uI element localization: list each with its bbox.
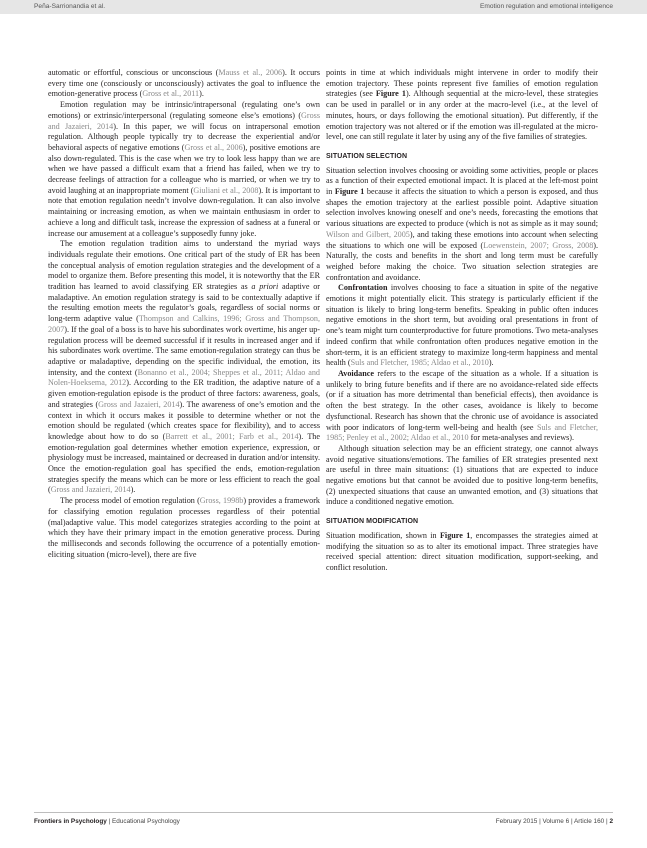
figure-link[interactable]: Figure 1 (375, 89, 406, 99)
citation-link[interactable]: Gross and Jazaieri, 2014 (50, 485, 131, 495)
citation-link[interactable]: Gross, 1998b (199, 496, 244, 506)
page-number: 2 (609, 818, 613, 825)
footer-info: February 2015 | Volume 6 | Article 160 | 2 (495, 818, 613, 825)
figure-link[interactable]: Figure 1 (439, 530, 471, 540)
paragraph: The process model of emotion regulation (Gross, 1998b) provides a framework for classifying emotion regulation processes regardless of their potential (mal)adaptive value. This model categorizes strategies according to the point at which they have their primary impact in the emotion generative process. During the milliseconds and seconds following the occurrence of a potentially emotion-eliciting situation (micro-level), there are five (48, 496, 320, 559)
citation-link[interactable]: Suls and Fletcher, 1985; Aldao et al., 2010 (350, 358, 489, 368)
citation-link[interactable]: Loewenstein, 2007; Gross, 2008 (483, 240, 594, 250)
page-footer (34, 812, 613, 825)
paragraph: Emotion regulation may be intrinsic/intrapersonal (regulating one’s own emotions) or extrinsic/interpersonal (regulating someone else’s emotions) (Gross and Jazaieri, 2014). In this paper, we will focus on intrapersonal emotion regulation. Although people typically try to decrease the experiential and/or behavioral aspects of negative emotions (Gross et al., 2006), positive emotions are also down-regulated. This is the case when we try to look less happy than we are when we have passed a difficult exam that a friend has failed, when we try to decrease feelings of attraction for a colleague who is married, or when we try to avoid laughing at an inappropriate moment (Giuliani et al., 2008). It is important to note that emotion regulation needn’t involve down-regulation. It can also involve maintaining or increasing emotion, as when we maintain enthusiasm in order to achieve a long and difficult task, increase the expression of sadness at a funeral or increase our amusement at a colleague’s supposedly funny joke. (48, 100, 321, 238)
citation-link[interactable]: Gross et al., 2006 (184, 142, 243, 152)
footer-journal: Frontiers in Psychology | Educational Psychology (34, 818, 180, 825)
citation-link[interactable]: Mauss et al., 2006 (218, 68, 283, 77)
citation-link[interactable]: Giuliani et al., 2008 (193, 185, 259, 195)
running-header (0, 0, 647, 14)
section-heading: SITUATION MODIFICATION (326, 518, 419, 526)
paragraph: Situation modification, shown in Figure 1, encompasses the strategies aimed at modifying the situation so as to alter its emotional impact. Three strategies have received special attention: direct situation modification, support-seeking, and conflict resolution. (326, 530, 598, 572)
left-column (48, 68, 320, 560)
citation-link[interactable]: Wilson and Gilbert, 2005 (326, 229, 410, 239)
term: Avoidance (338, 368, 374, 378)
right-column (326, 68, 598, 574)
paragraph: automatic or effortful, conscious or unconscious (Mauss et al., 2006). It occurs every time one (consciously or unconsciously) activates the goal to influence the emotion-generative process (Gross et al., 2011). (48, 68, 321, 99)
paragraph: The emotion regulation tradition aims to understand the myriad ways individuals regulate their emotions. One critical part of the study of ER has been the conceptual analysis of emotion regulation strategies and the development of a model to organize them. Before presenting this model, it is noteworthy that the ER tradition has learned to avoid classifying ER strategies as a priori adaptive or maladaptive. An emotion regulation strategy is said to be contextually adaptive if the resulting emotion meets the regulator’s goals, regardless of social norms or long-term adaptive value (Thompson and Calkins, 1996; Gross and Thompson, 2007). If the goal of a boss is to have his subordinates work overtime, his anger up-regulation process will be deemed successful if it results in increased anger and if his subordinates work overtime. The same emotion-regulation strategy can thus be adaptive or maladaptive, depending on the specific individual, the emotion, its intensity, and the context (Bonanno et al., 2004; Sheppes et al., 2011; Aldao and Nolen-Hoeksema, 2012). According to the ER tradition, the adaptive nature of a given emotion-regulation episode is the product of three factors: awareness, goals, and strategies (Gross and Jazaieri, 2014). The awareness of one’s emotion and the context in which it occurs makes it possible to determine whether or not the emotion should be regulated (which creates space for flexibility), and to access knowledge about how to do so (Barrett et al., 2001; Farb et al., 2014). The emotion-regulation goal determines whether emotion experience, expression, or physiology must be increased, maintained or decreased in duration and/or intensity. Once the emotion-regulation goal has specified the ends, emotion-regulation strategies specify the means which can be more or less efficient to reach the goal (Gross and Jazaieri, 2014). (48, 239, 321, 495)
paragraph: points in time at which individuals might intervene in order to modify their emotion trajectory. These points represent five families of emotion regulation strategies (see Figure 1). Although sequential at the micro-level, these strategies can be used in parallel or in any order at the macro-level (i.e., at the level of minutes, hours, or days following the emotional situation). Put differently, if the emotion trajectory was not altered or if the emotion was ill-regulated at the micro-level, one can still regulate it later by using any of the five families of strategies. (326, 68, 599, 142)
citation-link[interactable]: Thompson and Calkins, 1996; Gross and Thompson, 2007 (48, 314, 320, 334)
citation-link[interactable]: Barrett et al., 2001; Farb et al., 2014 (165, 431, 299, 441)
citation-link[interactable]: Gross and Jazaieri, 2014 (48, 110, 320, 131)
paragraph: Situation selection involves choosing or avoiding some activities, people or places as a function of their expected emotional impact. It is placed at the left-most point in Figure 1 because it affects the situation to which a person is exposed, and thus shapes the emotion trajectory at the earliest possible point. Adaptive situation selection involves knowing oneself and one’s needs, forecasting the emotions that various situations are expected to produce (which is not as simple as it may sound; Wilson and Gilbert, 2005), and taking these emotions into account when selecting the situations to which one will be exposed (Loewenstein, 2007; Gross, 2008). Naturally, the costs and benefits in the short and long term must be carefully weighed before making the choice. Two situation selection strategies are confrontation and avoidance. (326, 165, 599, 282)
header-authors: Peña-Sarrionandia et al. (34, 3, 106, 10)
citation-link[interactable]: Gross et al., 2011 (142, 89, 200, 99)
citation-link[interactable]: Gross and Jazaieri, 2014 (98, 399, 180, 409)
figure-link[interactable]: Figure 1 (334, 187, 365, 197)
paragraph: Confrontation involves choosing to face a situation in spite of the negative emotions it might potentially elicit. This strategy is particularly efficient if the situation is likely to bring long-term benefits. Speaking in public often induces negative emotions in the short term, but avoiding oral presentations in front of one’s team might turn counterproductive for future promotions. Two meta-analyses indeed confirm that while confrontation often produces negative emotion in the short-term, it is an efficient strategy to maximize long-term happiness and mental health (Suls and Fletcher, 1985; Aldao et al., 2010). (326, 283, 598, 368)
citation-link[interactable]: Bonanno et al., 2004; Sheppes et al., 2011; Aldao and Nolen-Hoeksema, 2012 (48, 367, 320, 388)
header-title: Emotion regulation and emotional intelligence (479, 3, 613, 10)
paragraph: Although situation selection may be an efficient strategy, one cannot always avoid negative situations/emotions. The families of ER strategies presented next are useful in three main situations: (1) situations that are expected to induce negative emotions but that cannot be avoided due to positive long-term benefits, (2) unexpected situations that cause an unwanted emotion, and (3) situations that induce a conditioned negative emotion. (326, 443, 598, 507)
section-heading: SITUATION SELECTION (326, 152, 408, 160)
term: Confrontation (338, 283, 388, 293)
citation-link[interactable]: Suls and Fletcher, 1985; Penley et al., 2002; Aldao et al., 2010 (326, 422, 598, 443)
paragraph: Avoidance refers to the escape of the situation as a whole. If a situation is unlikely to bring future benefits and if there are no avoidance-related side effects (or if a situation has more detrimental than beneficial effects), then avoidance is often the best strategy. In the other cases, avoidance is likely to become dysfunctional. Research has shown that the chronic use of avoidance is associated with poor indicators of long-term well-being and health (see Suls and Fletcher, 1985; Penley et al., 2002; Aldao et al., 2010 for meta-analyses and reviews). (326, 368, 598, 443)
